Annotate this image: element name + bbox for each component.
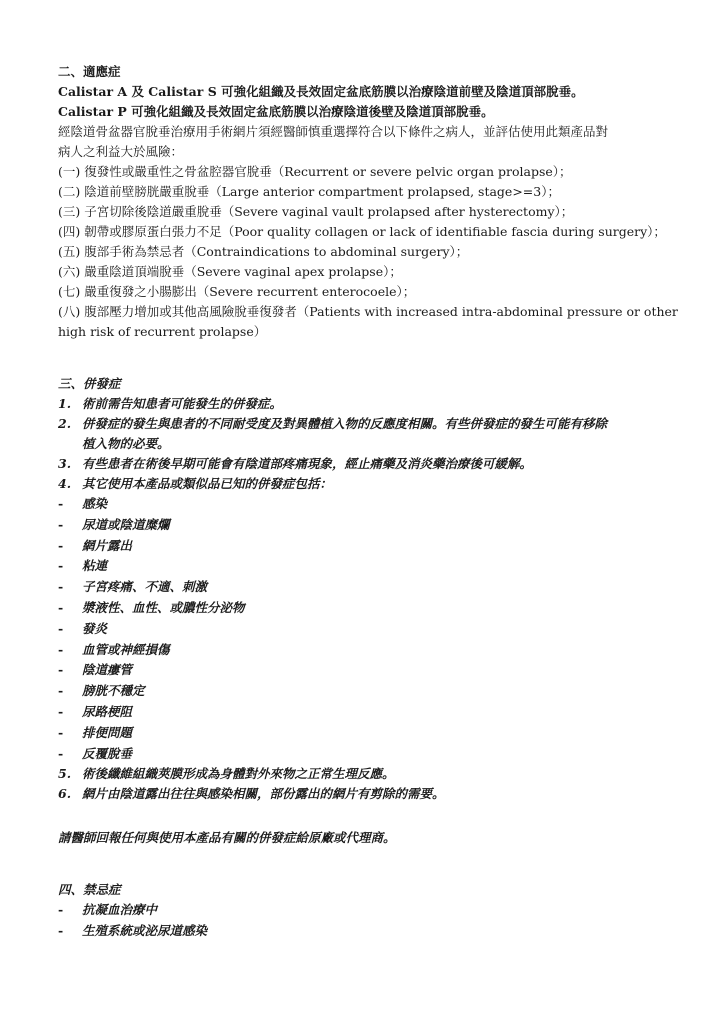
- section-3-title: 三、併發症: [58, 376, 121, 391]
- indication-condition-8: (八) 腹部壓力增加或其他高風險脫垂復發者（Patients with increased intra-abdominal pressure or other: [58, 304, 678, 319]
- list-item-text: 網片露出: [82, 537, 133, 553]
- indication-condition-4: (四) 韌帶或膠原蛋白張力不足（Poor quality collagen or lack of identifiable fascia during surgery）；: [58, 224, 666, 239]
- item-text: 術後纖維組織莢膜形成為身體對外來物之正常生理反應。: [82, 766, 395, 782]
- complication-item: [58, 474, 684, 494]
- list-item-text: 反覆脫垂: [82, 745, 133, 761]
- contraindication-list: [58, 900, 684, 942]
- section-2-title: 二、適應症: [58, 64, 121, 79]
- list-item: [58, 494, 684, 515]
- dash-mark: -: [58, 516, 64, 532]
- complication-item: [58, 394, 684, 414]
- list-item: [58, 515, 684, 536]
- list-item: [58, 556, 684, 577]
- dash-mark: -: [58, 599, 64, 615]
- indication-line-2: Calistar P 可強化組織及長效固定盆底筋膜以治療陰道後壁及陰道頂部脫垂。: [58, 104, 494, 119]
- indication-condition-3: (三) 子宮切除後陰道嚴重脫垂（Severe vaginal vault prolapsed after hysterectomy）；: [58, 204, 574, 219]
- item-number: 4.: [58, 476, 72, 491]
- indication-line-3: 經陰道骨盆器官脫垂治療用手術網片須經醫師慎重選擇符合以下條件之病人，並評估使用此類產品對: [58, 124, 609, 139]
- indication-condition-7: (七) 嚴重復發之小腸膨出（Severe recurrent enterocoele）；: [58, 284, 416, 299]
- dash-mark: -: [58, 641, 64, 657]
- list-item: [58, 660, 684, 681]
- report-note: 請醫師回報任何與使用本產品有關的併發症給原廠或代理商。: [58, 830, 396, 846]
- dash-mark: -: [58, 724, 64, 740]
- dash-mark: -: [58, 902, 64, 918]
- indication-condition-5: (五) 腹部手術為禁忌者（Contraindications to abdominal surgery）；: [58, 244, 469, 259]
- indication-condition-6: (六) 嚴重陰道頂端脫垂（Severe vaginal apex prolapse）；: [58, 264, 402, 279]
- dash-mark: -: [58, 537, 64, 553]
- item-number: [58, 434, 82, 454]
- dash-mark: -: [58, 558, 64, 574]
- item-number: 6.: [58, 786, 72, 802]
- complication-dash-list: [58, 494, 684, 764]
- list-item-text: 發炎: [82, 620, 108, 636]
- complication-item: [58, 414, 684, 434]
- item-number: 2.: [58, 416, 72, 431]
- list-item: [58, 598, 684, 619]
- list-item-text: 子宮疼痛、不適、刺激: [82, 579, 208, 595]
- item-text: 有些患者在術後早期可能會有陰道部疼痛現象，經止痛藥及消炎藥治療後可緩解。: [82, 456, 533, 471]
- list-item-text: 漿液性、血性、或膿性分泌物: [82, 599, 245, 615]
- list-item-text: 膀胱不穩定: [82, 683, 145, 699]
- complication-item-cont: [58, 434, 684, 454]
- indication-line-1: Calistar A 及 Calistar S 可強化組織及長效固定盆底筋膜以治療陰道前壁及陰道頂部脫垂。: [58, 84, 584, 99]
- dash-mark: -: [58, 923, 64, 939]
- complication-item: [58, 454, 684, 474]
- list-item: [58, 702, 684, 723]
- list-item: [58, 640, 684, 661]
- list-item-text: 排便問題: [82, 724, 133, 740]
- list-item-text: 感染: [82, 496, 108, 511]
- indication-condition-2: (二) 陰道前壁膀胱嚴重脫垂（Large anterior compartment prolapsed, stage>=3）；: [58, 184, 560, 199]
- list-item-text: 抗凝血治療中: [82, 902, 158, 918]
- indication-line-4: 病人之利益大於風險：: [58, 144, 184, 159]
- complication-item: [58, 784, 684, 804]
- indication-condition-8-cont: high risk of recurrent prolapse）: [58, 324, 267, 339]
- list-item-text: 尿路梗阻: [82, 703, 133, 719]
- list-item-text: 血管或神經損傷: [82, 641, 170, 657]
- list-item: [58, 921, 684, 942]
- list-item: [58, 681, 684, 702]
- item-text: 網片由陰道露出往往與感染相關，部份露出的網片有剪除的需要。: [82, 786, 445, 802]
- complication-item: [58, 764, 684, 784]
- dash-mark: -: [58, 745, 64, 761]
- dash-mark: -: [58, 620, 64, 636]
- list-item: [58, 577, 684, 598]
- list-item-text: 陰道瘻管: [82, 662, 133, 678]
- item-text: 植入物的必要。: [82, 436, 170, 451]
- section-4-title: 四、禁忌症: [58, 882, 121, 898]
- item-number: 3.: [58, 456, 72, 471]
- item-text: 併發症的發生與患者的不同耐受度及對異體植入物的反應度相關。有些併發症的發生可能有移除: [82, 416, 608, 431]
- list-item-text: 生殖系統或泌尿道感染: [82, 923, 208, 939]
- list-item: [58, 723, 684, 744]
- item-number: 5.: [58, 766, 72, 782]
- dash-mark: -: [58, 703, 64, 719]
- list-item: [58, 744, 684, 765]
- indication-condition-1: (一) 復發性或嚴重性之骨盆腔器官脫垂（Recurrent or severe pelvic organ prolapse）；: [58, 164, 572, 179]
- list-item: [58, 900, 684, 921]
- list-item: [58, 619, 684, 640]
- list-item-text: 尿道或陰道糜爛: [82, 516, 170, 532]
- item-text: 其它使用本產品或類似品已知的併發症包括：: [82, 476, 333, 491]
- item-number: 1.: [58, 396, 72, 411]
- item-text: 術前需告知患者可能發生的併發症。: [82, 396, 283, 411]
- list-item: [58, 536, 684, 557]
- dash-mark: -: [58, 683, 64, 699]
- list-item-text: 粘連: [82, 558, 108, 574]
- dash-mark: -: [58, 579, 64, 595]
- dash-mark: -: [58, 496, 64, 511]
- dash-mark: -: [58, 662, 64, 678]
